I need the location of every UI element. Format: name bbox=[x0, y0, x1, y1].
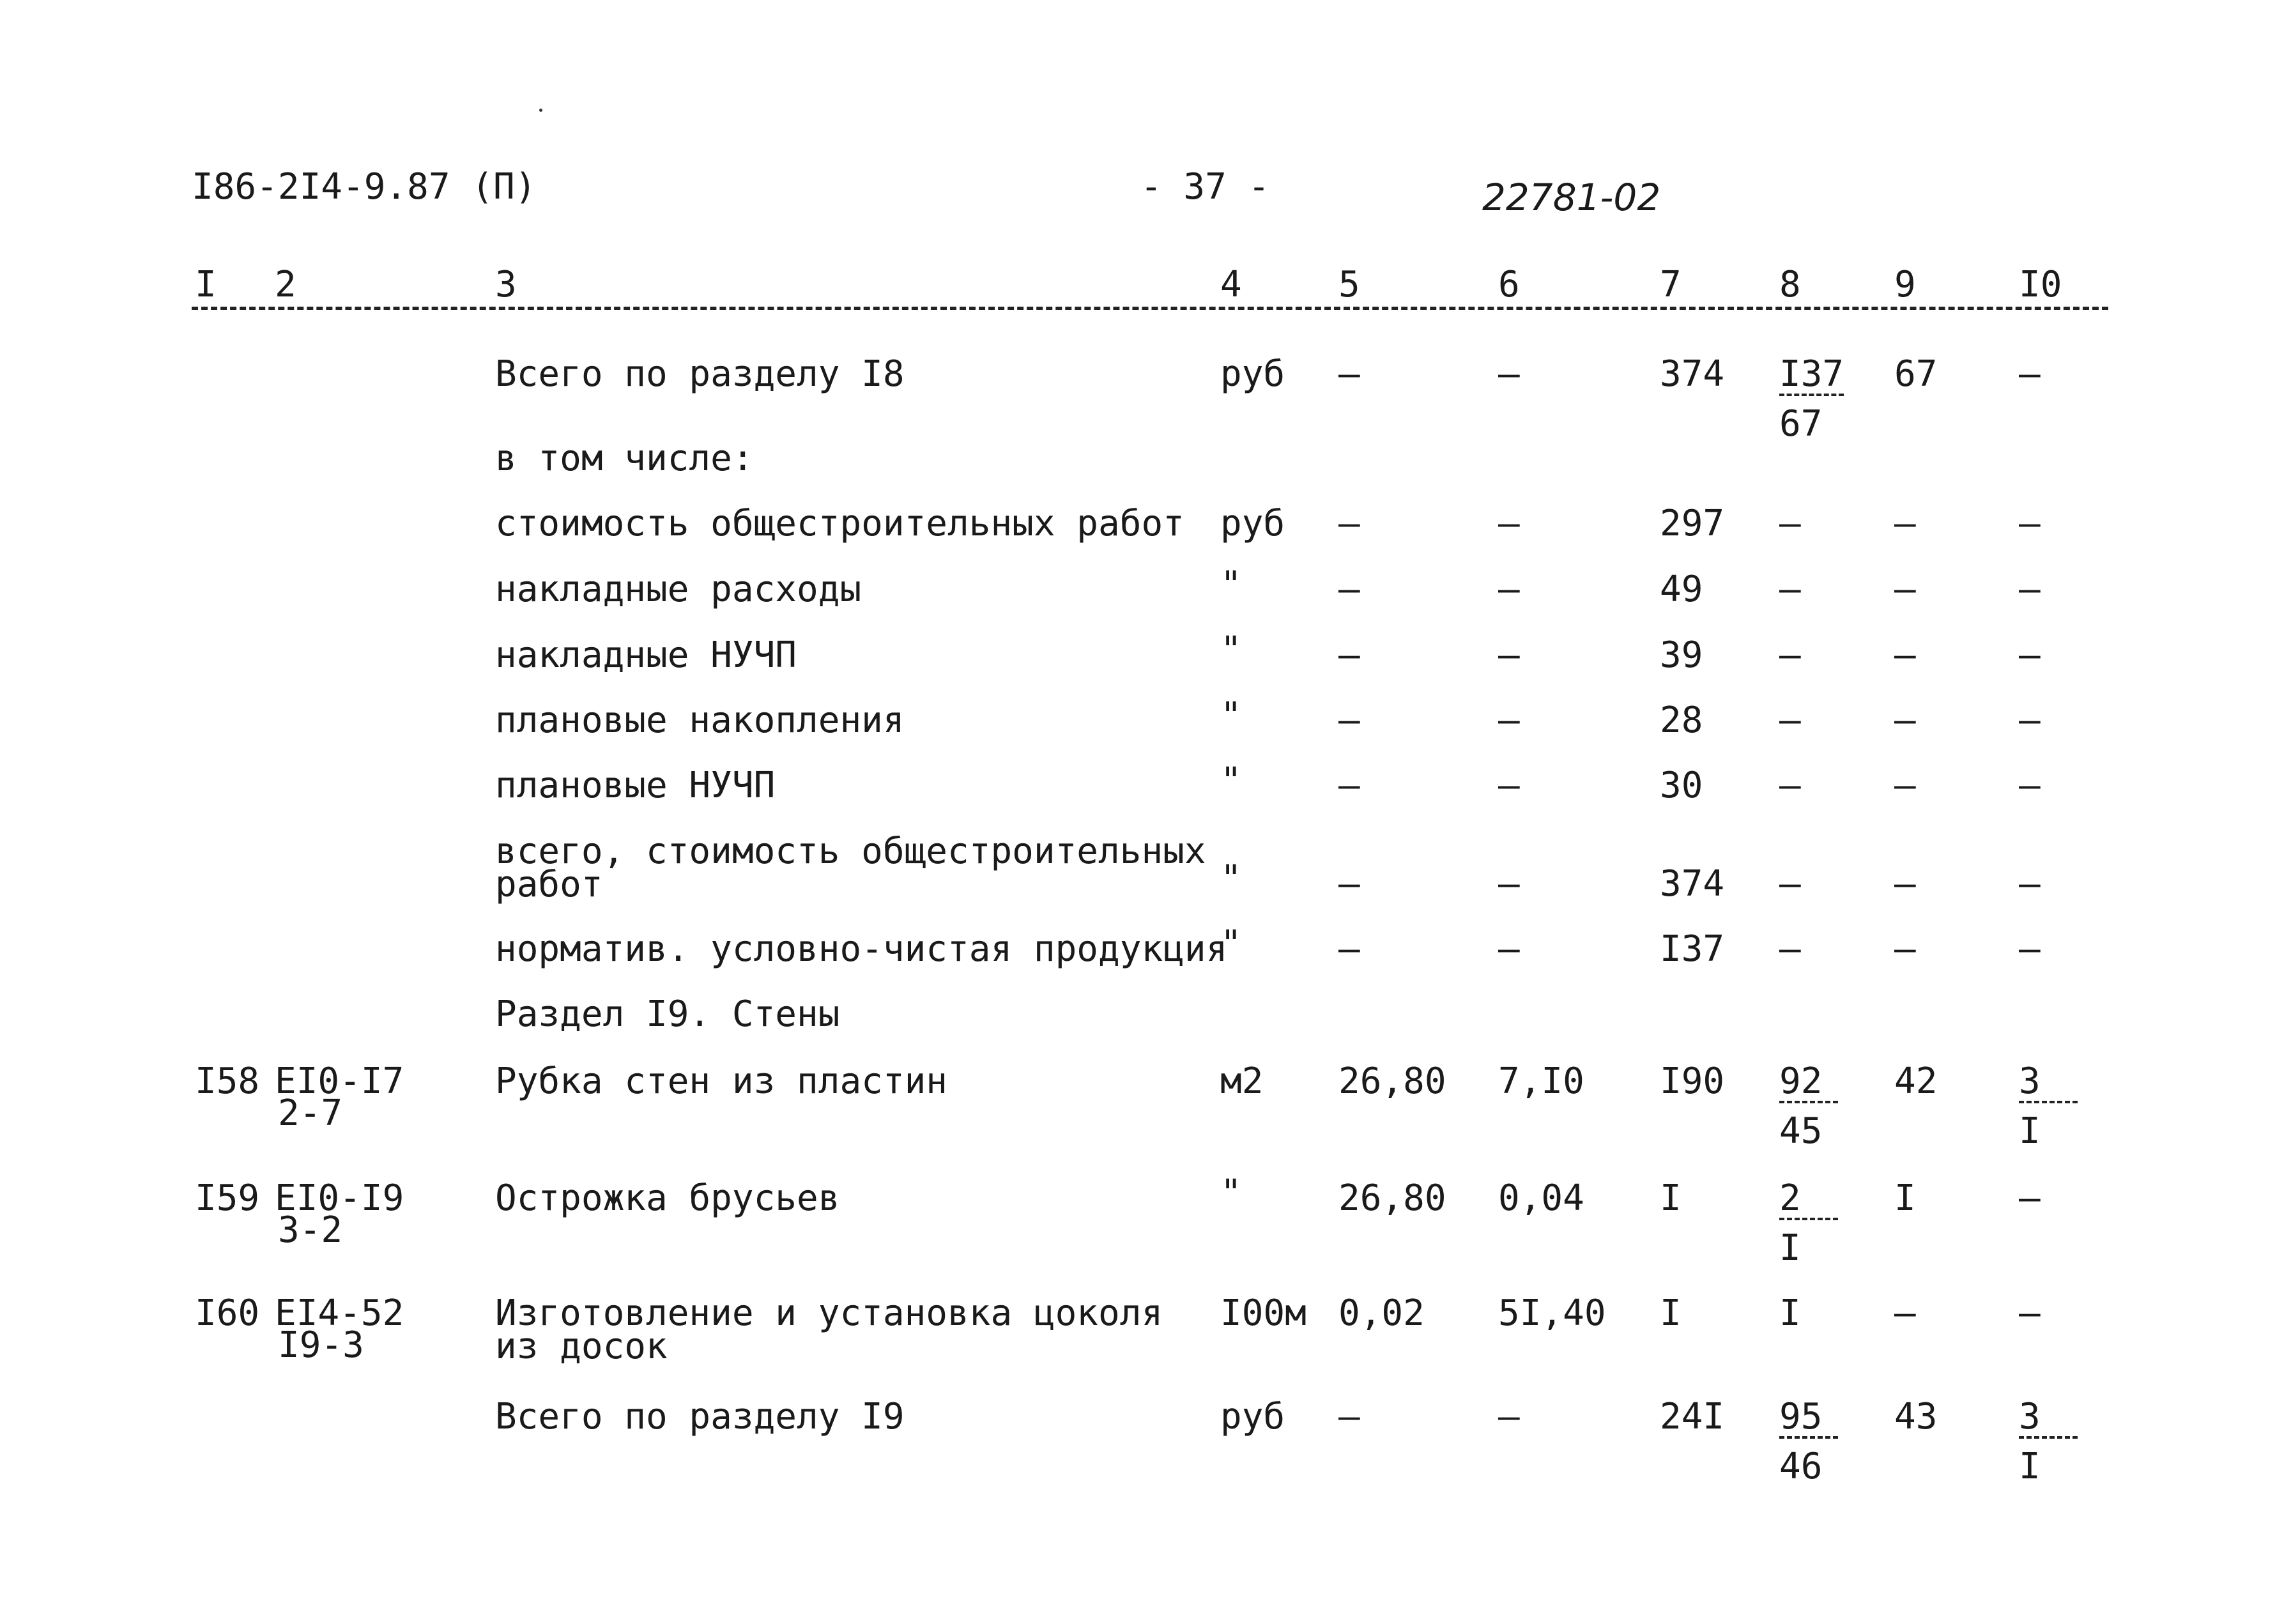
row-col7: 49 bbox=[1660, 569, 1703, 610]
row-col8-fraction bbox=[1779, 353, 1844, 445]
row-number: I60 bbox=[195, 1292, 260, 1334]
row-col8-fraction bbox=[1779, 1177, 1838, 1269]
row-col6: – bbox=[1498, 634, 1520, 676]
row-col8: – bbox=[1779, 700, 1801, 741]
row-col8: – bbox=[1779, 928, 1801, 970]
row-col9: 67 bbox=[1894, 353, 1938, 395]
row-unit: " bbox=[1220, 695, 1242, 737]
row-col10-fraction bbox=[2019, 1396, 2078, 1487]
row-code-line1: ЕI0-I7 bbox=[275, 1061, 404, 1102]
column-header-10: I0 bbox=[2019, 264, 2062, 305]
row-col6: – bbox=[1498, 700, 1520, 741]
row-unit: руб bbox=[1220, 1396, 1285, 1437]
row-name-line1: всего, стоимость общестроительных bbox=[495, 831, 1206, 872]
row-col7: 39 bbox=[1660, 634, 1703, 676]
fraction-denominator: I bbox=[2019, 1110, 2041, 1152]
row-code-line1: ЕI4-52 bbox=[275, 1292, 404, 1334]
row-col10: – bbox=[2019, 569, 2041, 610]
row-name: Всего по разделу I9 bbox=[495, 1396, 905, 1437]
fraction-denominator: I bbox=[2019, 1446, 2041, 1487]
fraction-numerator: 3 bbox=[2019, 1064, 2078, 1103]
row-col6: – bbox=[1498, 569, 1520, 610]
row-unit: руб bbox=[1220, 353, 1285, 395]
column-header-1: I bbox=[195, 264, 217, 305]
row-col6: – bbox=[1498, 928, 1520, 970]
row-code bbox=[275, 1177, 404, 1251]
page-number: - 37 - bbox=[1140, 166, 1270, 208]
row-col9: – bbox=[1894, 569, 1916, 610]
column-header-9: 9 bbox=[1894, 264, 1916, 305]
row-unit: " bbox=[1220, 760, 1242, 802]
row-name: стоимость общестроительных работ bbox=[495, 503, 1184, 544]
row-name: Острожка брусьев bbox=[495, 1177, 840, 1219]
row-col10: – bbox=[2019, 634, 2041, 676]
row-name: плановые накопления bbox=[495, 700, 905, 741]
row-unit: " bbox=[1220, 564, 1242, 606]
row-col7: 28 bbox=[1660, 700, 1703, 741]
column-header-3: 3 bbox=[495, 264, 517, 305]
row-col7: I37 bbox=[1660, 928, 1725, 970]
row-name-line2: из досок bbox=[495, 1326, 668, 1367]
row-col9: – bbox=[1894, 634, 1916, 676]
row-col5: 26,80 bbox=[1338, 1061, 1446, 1102]
row-col5: – bbox=[1338, 353, 1360, 395]
row-name: плановые НУЧП bbox=[495, 765, 776, 806]
fraction-numerator: 3 bbox=[2019, 1399, 2078, 1439]
row-name: в том числе: bbox=[495, 438, 754, 479]
column-header-7: 7 bbox=[1660, 264, 1682, 305]
row-unit: м2 bbox=[1220, 1061, 1264, 1102]
row-col9: – bbox=[1894, 765, 1916, 806]
fraction-denominator: 45 bbox=[1779, 1110, 1823, 1152]
row-col8-fraction bbox=[1779, 1061, 1838, 1152]
row-unit: руб bbox=[1220, 503, 1285, 544]
row-col10-fraction bbox=[2019, 1061, 2078, 1152]
row-col10: – bbox=[2019, 928, 2041, 970]
row-col5: – bbox=[1338, 928, 1360, 970]
fraction-numerator: 95 bbox=[1779, 1399, 1838, 1439]
fraction-numerator: 92 bbox=[1779, 1064, 1838, 1103]
row-code-line1: ЕI0-I9 bbox=[275, 1177, 404, 1219]
row-col9: – bbox=[1894, 700, 1916, 741]
row-col9: 43 bbox=[1894, 1396, 1938, 1437]
column-header-8: 8 bbox=[1779, 264, 1801, 305]
row-col8: – bbox=[1779, 503, 1801, 544]
row-col10: – bbox=[2019, 1177, 2041, 1219]
row-col5: – bbox=[1338, 863, 1360, 905]
row-col10: – bbox=[2019, 765, 2041, 806]
row-unit: " bbox=[1220, 923, 1242, 965]
row-col6: – bbox=[1498, 1396, 1520, 1437]
row-col10: – bbox=[2019, 863, 2041, 905]
row-col10: – bbox=[2019, 503, 2041, 544]
fraction-numerator: 2 bbox=[1779, 1181, 1838, 1220]
row-code bbox=[275, 1292, 404, 1366]
row-number: I58 bbox=[195, 1061, 260, 1102]
ink-speck bbox=[539, 109, 542, 112]
row-col7: I bbox=[1660, 1177, 1682, 1219]
row-col10: – bbox=[2019, 700, 2041, 741]
column-header-5: 5 bbox=[1338, 264, 1360, 305]
row-col5: – bbox=[1338, 634, 1360, 676]
row-col7: 30 bbox=[1660, 765, 1703, 806]
fraction-denominator: 67 bbox=[1779, 403, 1823, 445]
row-col8: – bbox=[1779, 634, 1801, 676]
row-unit: " bbox=[1220, 629, 1242, 671]
row-col5: 26,80 bbox=[1338, 1177, 1446, 1219]
row-code bbox=[275, 1061, 404, 1134]
row-unit: " bbox=[1220, 858, 1242, 900]
row-col5: – bbox=[1338, 569, 1360, 610]
column-header-4: 4 bbox=[1220, 264, 1242, 305]
row-col7: I bbox=[1660, 1292, 1682, 1334]
row-col8: I bbox=[1779, 1292, 1801, 1334]
row-name: Раздел I9. Стены bbox=[495, 993, 840, 1035]
row-name: Всего по разделу I8 bbox=[495, 353, 905, 395]
row-name: Рубка стен из пластин bbox=[495, 1061, 948, 1102]
document-code: I86-2I4-9.87 (П) bbox=[192, 166, 537, 208]
row-unit: I00м bbox=[1220, 1292, 1306, 1334]
row-col9: – bbox=[1894, 503, 1916, 544]
row-col6: 7,I0 bbox=[1498, 1061, 1584, 1102]
row-number: I59 bbox=[195, 1177, 260, 1219]
row-col6: – bbox=[1498, 765, 1520, 806]
row-col5: 0,02 bbox=[1338, 1292, 1425, 1334]
fraction-denominator: 46 bbox=[1779, 1446, 1823, 1487]
row-col9: – bbox=[1894, 1292, 1916, 1334]
column-header-6: 6 bbox=[1498, 264, 1520, 305]
row-col9: 42 bbox=[1894, 1061, 1938, 1102]
row-col7: 297 bbox=[1660, 503, 1725, 544]
row-name-line2: работ bbox=[495, 864, 603, 905]
row-col7: 374 bbox=[1660, 863, 1725, 905]
row-col7: 24I bbox=[1660, 1396, 1725, 1437]
row-col9: – bbox=[1894, 928, 1916, 970]
fraction-numerator: I37 bbox=[1779, 353, 1844, 395]
row-col6: – bbox=[1498, 353, 1520, 395]
row-code-line2: 2-7 bbox=[278, 1092, 343, 1134]
row-code-line2: I9-3 bbox=[278, 1324, 364, 1366]
row-col10: – bbox=[2019, 353, 2041, 395]
row-name bbox=[495, 831, 1206, 905]
fraction-denominator: I bbox=[1779, 1227, 1801, 1269]
row-unit: " bbox=[1220, 1172, 1242, 1214]
row-col8-fraction bbox=[1779, 1396, 1838, 1487]
row-col5: – bbox=[1338, 765, 1360, 806]
row-col8: – bbox=[1779, 863, 1801, 905]
row-name bbox=[495, 1292, 1163, 1367]
row-col6: – bbox=[1498, 863, 1520, 905]
row-col7: 374 bbox=[1660, 353, 1725, 395]
column-header-rule bbox=[192, 307, 2108, 310]
row-col5: – bbox=[1338, 503, 1360, 544]
inventory-number: 22781-02 bbox=[1482, 176, 1661, 219]
row-col8: – bbox=[1779, 569, 1801, 610]
row-name: накладные НУЧП bbox=[495, 634, 797, 676]
row-col6: 5I,40 bbox=[1498, 1292, 1606, 1334]
row-name: норматив. условно-чистая продукция bbox=[495, 928, 1228, 970]
row-col5: – bbox=[1338, 700, 1360, 741]
row-col5: – bbox=[1338, 1396, 1360, 1437]
row-col9: I bbox=[1894, 1177, 1916, 1219]
row-col6: – bbox=[1498, 503, 1520, 544]
column-header-2: 2 bbox=[275, 264, 296, 305]
row-col9: – bbox=[1894, 863, 1916, 905]
row-col6: 0,04 bbox=[1498, 1177, 1584, 1219]
row-code-line2: 3-2 bbox=[278, 1209, 343, 1251]
row-col10: – bbox=[2019, 1292, 2041, 1334]
row-col8: – bbox=[1779, 765, 1801, 806]
row-name-line1: Изготовление и установка цоколя bbox=[495, 1292, 1163, 1334]
row-name: накладные расходы bbox=[495, 569, 862, 610]
row-col7: I90 bbox=[1660, 1061, 1725, 1102]
